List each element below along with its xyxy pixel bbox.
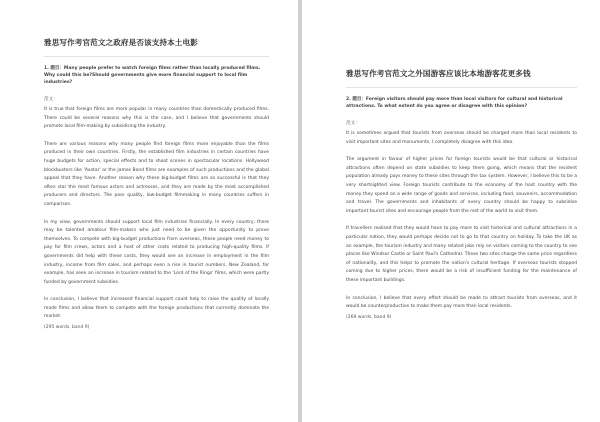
left-paragraph: In my view, governments should support local film industries financially. In every country, there may be talented amateur film-makers who just need to be given the opportunity to prove themselves. To compete with big-budget productions from overseas, these people need money to pay for film crews, actors and a host of other costs related to producing high-quality films. If governments did help with these costs, they would see an increase in employment in the film industry, income from film sales, and perhaps even a rise in tourist numbers. New Zealand, for example, has seen an increase in tourism related to the 'Lord of the Rings' films, which were partly funded by government subsidies. (44, 219, 269, 285)
model-answer-label: 范文： (44, 97, 58, 102)
right-paragraph: If travellers realised that they would have to pay more to visit historical and cultural attractions in a particular nation, they would perhaps decide not to go to that country on holiday. To take the UK as an example, the tourism industry and many related jobs rely on visitors coming to the country to see places like Windsor Castle or Saint Paul's Cathedral. These two sites charge the same price regardless of nationality, and this helps to promote the nation's cultural heritage. If overseas tourists stopped coming due to higher prices, there would be a risk of insufficient funding for the maintenance of these important buildings. (346, 226, 577, 283)
left-paragraph: It is true that foreign films are more popular in many countries than domestically produced films. There could be several reasons why this is the case, and I believe that governments should promote local film-making by subsidising the industry. (44, 107, 269, 130)
left-word-count: (295 words, band 9) (44, 325, 90, 331)
right-paragraph: In conclusion, I believe that every effort should be made to attract tourists from overseas, and it would be counterproductive to make them pay more than local residents. (346, 295, 577, 310)
model-answer-label: 范文： (346, 121, 360, 126)
right-page-title: 雅思写作考官范文之外国游客应该比本地游客花更多钱 (346, 69, 531, 78)
title-divider (44, 56, 269, 57)
title-divider (346, 87, 577, 88)
right-paragraph: The argument in favour of higher prices for foreign tourists would be that cultural or historical attractions often depend on state subsidies to keep them going, which means that the resident population already pays money to these sites through the tax system. However, I believe this to be a very shortsighted view. Foreign tourists contribute to the economy of the host country with the money they spend on a wide range of goods and services, including food, souvenirs, accommodation and travel. The governments and inhabitants of every country should be happy to subsidise important tourist sites and encourage people from the rest of the world to visit them. (346, 157, 577, 214)
right-page (302, 0, 600, 422)
right-question: 2. 题目：Foreign visitors should pay more than local visitors for cultural and historical attractions. To what extent do you agree or disagree with this opinion? (346, 97, 563, 109)
left-page-title: 雅思写作考官范文之政府是否该支持本土电影 (44, 38, 198, 47)
right-paragraph: It is sometimes argued that tourists from overseas should be charged more than local residents to visit important sites and monuments. I completely disagree with this idea. (346, 131, 577, 145)
left-paragraph: In conclusion, I believe that increased financial support could help to raise the quality of locally made films and allow them to compete with the foreign productions that currently dominate the market. (44, 297, 269, 320)
left-question: 1. 题目：Many people prefer to watch foreign films rather than locally produced films. Why could this be?Should governments give more financial support to local film industries? (44, 66, 261, 85)
left-page (0, 0, 298, 422)
right-word-count: (269 words, band 9) (346, 314, 392, 320)
left-paragraph: There are various reasons why many people find foreign films more enjoyable than the films produced in their own countries. Firstly, the established film industries in certain countries have huge budgets for action, special effects and to shoot scenes in spectacular locations. Hollywood blockbusters like 'Avatar' or the James Bond films are examples of such productions and the global appeal that they have. Another reason why these big-budget films are so successful is that they often star the most famous actors and actresses, and they are made by the most accomplished producers and directors. The poor quality, low-budget filmmaking in many countries suffers in comparison. (44, 141, 269, 207)
